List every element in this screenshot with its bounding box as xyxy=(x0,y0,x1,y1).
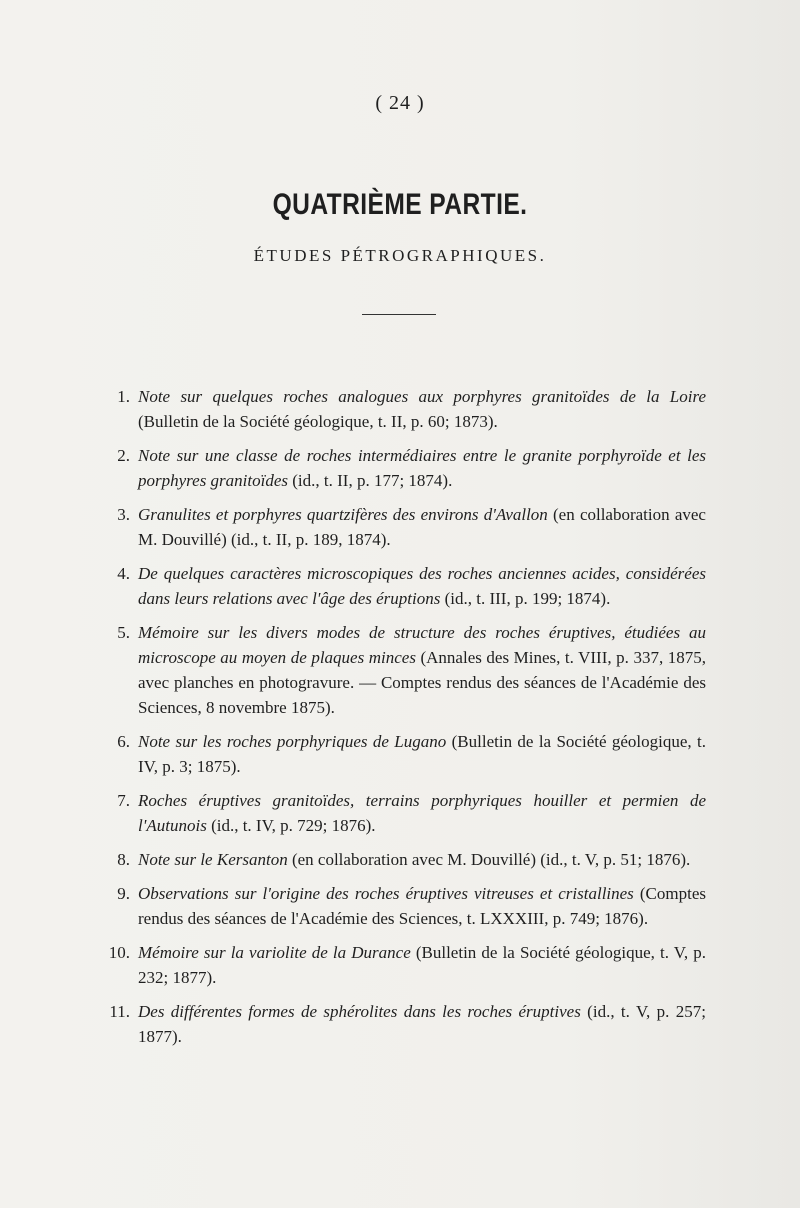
page-number: ( 24 ) xyxy=(375,92,425,114)
section-title: ÉTUDES PÉTROGRAPHIQUES. xyxy=(253,246,547,265)
reference-item xyxy=(96,561,706,611)
reference-number: 11. xyxy=(109,1002,130,1021)
reference-title: Observations sur l'origine des roches éruptives vitreuses et cristallines xyxy=(138,884,634,903)
reference-number: 9. xyxy=(117,884,130,903)
reference-number: 5. xyxy=(117,623,130,642)
reference-number: 3. xyxy=(117,505,130,524)
reference-citation: (Comptes rendus des séances de l'Académie des Sciences, t. LXXXIII, p. 749; 1876). xyxy=(138,884,707,928)
reference-number: 4. xyxy=(117,564,130,583)
reference-citation: (id., t. III, p. 199; 1874). xyxy=(440,589,611,608)
reference-title: De quelques caractères microscopiques des roches anciennes acides, considérées dans leurs relations avec l'âge des éruptions xyxy=(138,564,706,608)
reference-list xyxy=(96,384,706,1058)
reference-number: 2. xyxy=(117,446,130,465)
reference-citation: (id., t. V, p. 257; 1877). xyxy=(138,1002,707,1046)
reference-number: 7. xyxy=(117,791,130,810)
reference-item xyxy=(96,729,706,779)
reference-item xyxy=(96,620,706,720)
reference-citation: (en collaboration avec M. Douvillé) (id., t. V, p. 51; 1876). xyxy=(287,850,691,869)
reference-title: Mémoire sur les divers modes de structure des roches éruptives, étudiées au microscope au moyen de plaques minces xyxy=(138,623,706,667)
reference-citation: (Bulletin de la Société géologique, t. II, p. 60; 1873). xyxy=(138,412,498,431)
reference-number: 6. xyxy=(117,732,130,751)
reference-citation: (en collaboration avec M. Douvillé) (id., t. II, p. 189, 1874). xyxy=(138,505,706,549)
reference-title: Mémoire sur la variolite de la Durance xyxy=(138,943,411,962)
section-divider xyxy=(362,314,436,315)
reference-title: Note sur les roches porphyriques de Lugano xyxy=(138,732,447,751)
reference-item xyxy=(96,788,706,838)
reference-title: Granulites et porphyres quartzifères des environs d'Avallon xyxy=(138,505,548,524)
reference-item xyxy=(96,443,706,493)
reference-citation: (Bulletin de la Société géologique, t. IV, p. 3; 1875). xyxy=(138,732,706,776)
reference-citation: (Bulletin de la Société géologique, t. V, p. 232; 1877). xyxy=(138,943,707,987)
reference-number: 10. xyxy=(108,943,130,962)
reference-number: 8. xyxy=(117,850,130,869)
reference-item xyxy=(96,940,706,990)
reference-title: Note sur le Kersanton xyxy=(138,850,288,869)
reference-citation: (Annales des Mines, t. VIII, p. 337, 1875, avec planches en photogravure. — Comptes rendus des séances de l'Académie des Sciences, 8 novembre 1875). xyxy=(138,648,706,717)
reference-item xyxy=(96,384,706,434)
reference-citation: (id., t. IV, p. 729; 1876). xyxy=(206,816,376,835)
reference-item xyxy=(96,999,706,1049)
part-title: QUATRIÈME PARTIE. xyxy=(272,188,528,221)
reference-item xyxy=(96,847,706,872)
reference-title: Note sur quelques roches analogues aux porphyres granitoïdes de la Loire xyxy=(138,387,706,406)
reference-item xyxy=(96,881,706,931)
reference-title: Des différentes formes de sphérolites dans les roches éruptives xyxy=(138,1002,581,1021)
reference-number: 1. xyxy=(117,387,130,406)
reference-item xyxy=(96,502,706,552)
reference-title: Roches éruptives granitoïdes, terrains porphyriques houiller et permien de l'Autunois xyxy=(138,791,706,835)
reference-title: Note sur une classe de roches intermédiaires entre le granite porphyroïde et les porphyres granitoïdes xyxy=(138,446,706,490)
reference-citation: (id., t. II, p. 177; 1874). xyxy=(288,471,453,490)
